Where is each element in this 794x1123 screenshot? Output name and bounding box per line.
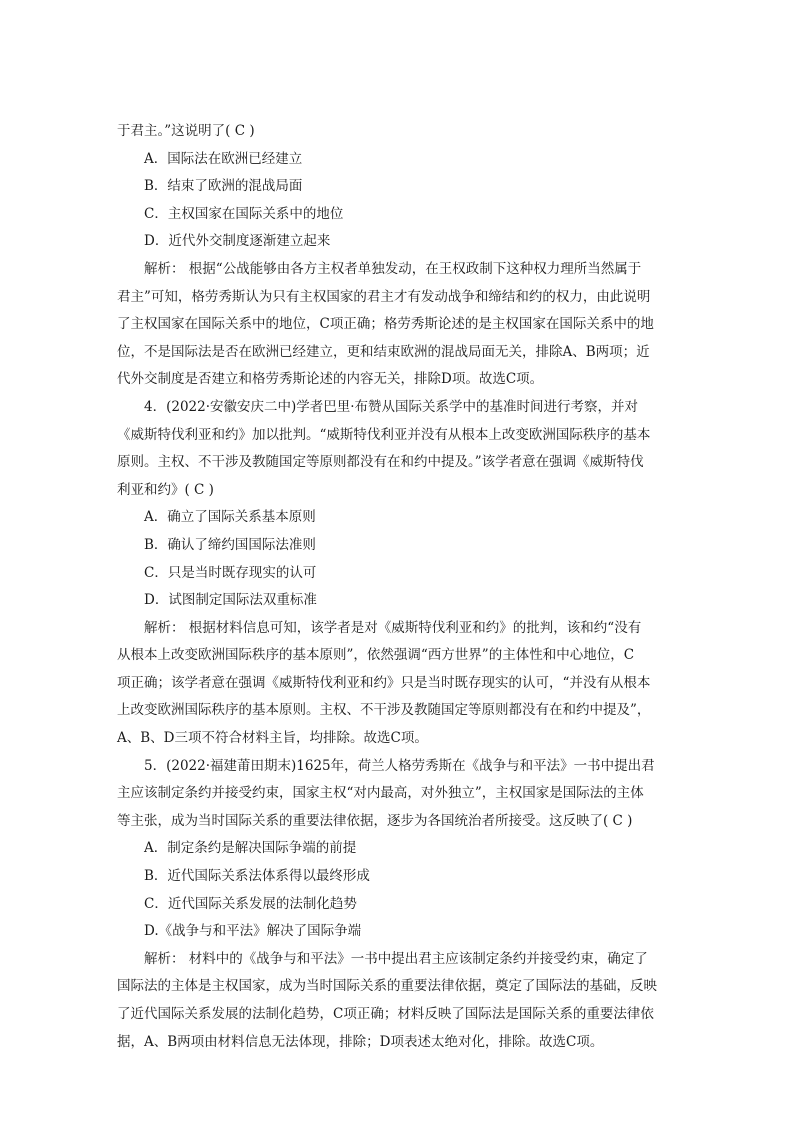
- q5-analysis-line: 了近代国际关系发展的法制化趋势，C项正确；材料反映了国际法是国际关系的重要法律依: [117, 1006, 654, 1022]
- q5-stem-line: 等主张，成为当时国际关系的重要法律依据，逐步为各国统治者所接受。这反映了( C ): [117, 812, 633, 829]
- q3-analysis-line: 位，不是国际法是否在欧洲已经建立，更和结束欧洲的混战局面无关，排除A、B两项；近: [117, 343, 650, 360]
- q5-stem-line: 5．(2022·福建莆田期末)1625年，荷兰人格劳秀斯在《战争与和平法》一书中提出君: [144, 757, 655, 774]
- q5-option-d: D.《战争与和平法》解决了国际争端: [144, 923, 362, 940]
- q3-option-c: C．主权国家在国际关系中的地位: [144, 205, 344, 222]
- q3-analysis-line: 代外交制度是否建立和格劳秀斯论述的内容无关，排除D项。故选C项。: [117, 371, 544, 388]
- q3-analysis-line: 君主”可知，格劳秀斯认为只有主权国家的君主才有发动战争和缔结和约的权力，由此说明: [117, 288, 651, 305]
- q5-analysis-line: 国际法的主体是主权国家，成为当时国际关系的重要法律依据，奠定了国际法的基础，反映: [117, 978, 657, 995]
- q4-stem-line: 4．(2022·安徽安庆二中)学者巴里·布赞从国际关系学中的基准时间进行考察，并对: [144, 398, 639, 415]
- q4-stem-line: 《威斯特伐利亚和约》加以批判。“威斯特伐利亚并没有从根本上改变欧洲国际秩序的基本: [117, 426, 651, 443]
- q4-analysis-line: A、B、D三项不符合材料主旨，均排除。故选C项。: [117, 730, 428, 747]
- q3-option-a: A．国际法在欧洲已经建立: [144, 150, 303, 167]
- q4-option-c: C．只是当时既存现实的认可: [144, 564, 317, 581]
- q5-option-b: B．近代国际关系法体系得以最终形成: [144, 868, 370, 885]
- q4-option-d: D．试图制定国际法双重标准: [144, 592, 317, 609]
- q5-stem-line: 主应该制定条约并接受约束，国家主权“对内最高，对外独立”，主权国家是国际法的主体: [117, 785, 644, 802]
- q5-analysis-line: 解析： 材料中的《战争与和平法》一书中提出君主应该制定条约并接受约束，确定了: [144, 950, 648, 967]
- q4-analysis-line: 上改变欧洲国际秩序的基本原则。主权、不干涉及教随国定等原则都没有在和约中提及”，: [117, 702, 651, 719]
- q5-option-a: A．制定条约是解决国际争端的前提: [144, 840, 357, 857]
- q4-analysis-line: 解析： 根据材料信息可知，该学者是对《威斯特伐利亚和约》的批判，该和约“没有: [144, 619, 642, 636]
- document-page: [117, 118, 681, 1056]
- q4-option-a: A．确立了国际关系基本原则: [144, 509, 316, 526]
- q4-stem-line: 原则。主权、不干涉及教随国定等原则都没有在和约中提及。”该学者意在强调《威斯特伐: [117, 454, 644, 471]
- q5-analysis-line: 据，A、B两项由材料信息无法体现，排除；D项表述太绝对化，排除。故选C项。: [117, 1033, 604, 1050]
- q3-analysis-line: 了主权国家在国际关系中的地位，C项正确；格劳秀斯论述的是主权国家在国际关系中的地: [117, 316, 654, 333]
- q3-stem-tail: 于君主。”这说明了( C ): [117, 123, 255, 139]
- q3-option-d: D．近代外交制度逐渐建立起来: [144, 233, 331, 250]
- q4-option-b: B．确认了缔约国国际法准则: [144, 536, 316, 553]
- q3-analysis-line: 解析： 根据“公战能够由各方主权者单独发动，在王权政制下这种权力理所当然属于: [144, 260, 642, 277]
- q4-analysis-line: 从根本上改变欧洲国际秩序的基本原则”，依然强调“西方世界”的主体性和中心地位，C: [117, 647, 635, 664]
- q5-option-c: C．近代国际关系发展的法制化趋势: [144, 895, 357, 912]
- q4-analysis-line: 项正确；该学者意在强调《威斯特伐利亚和约》只是当时既存现实的认可，“并没有从根本: [117, 674, 651, 691]
- q3-option-b: B．结束了欧洲的混战局面: [144, 178, 303, 195]
- q4-stem-line: 利亚和约》( C ): [117, 481, 214, 498]
